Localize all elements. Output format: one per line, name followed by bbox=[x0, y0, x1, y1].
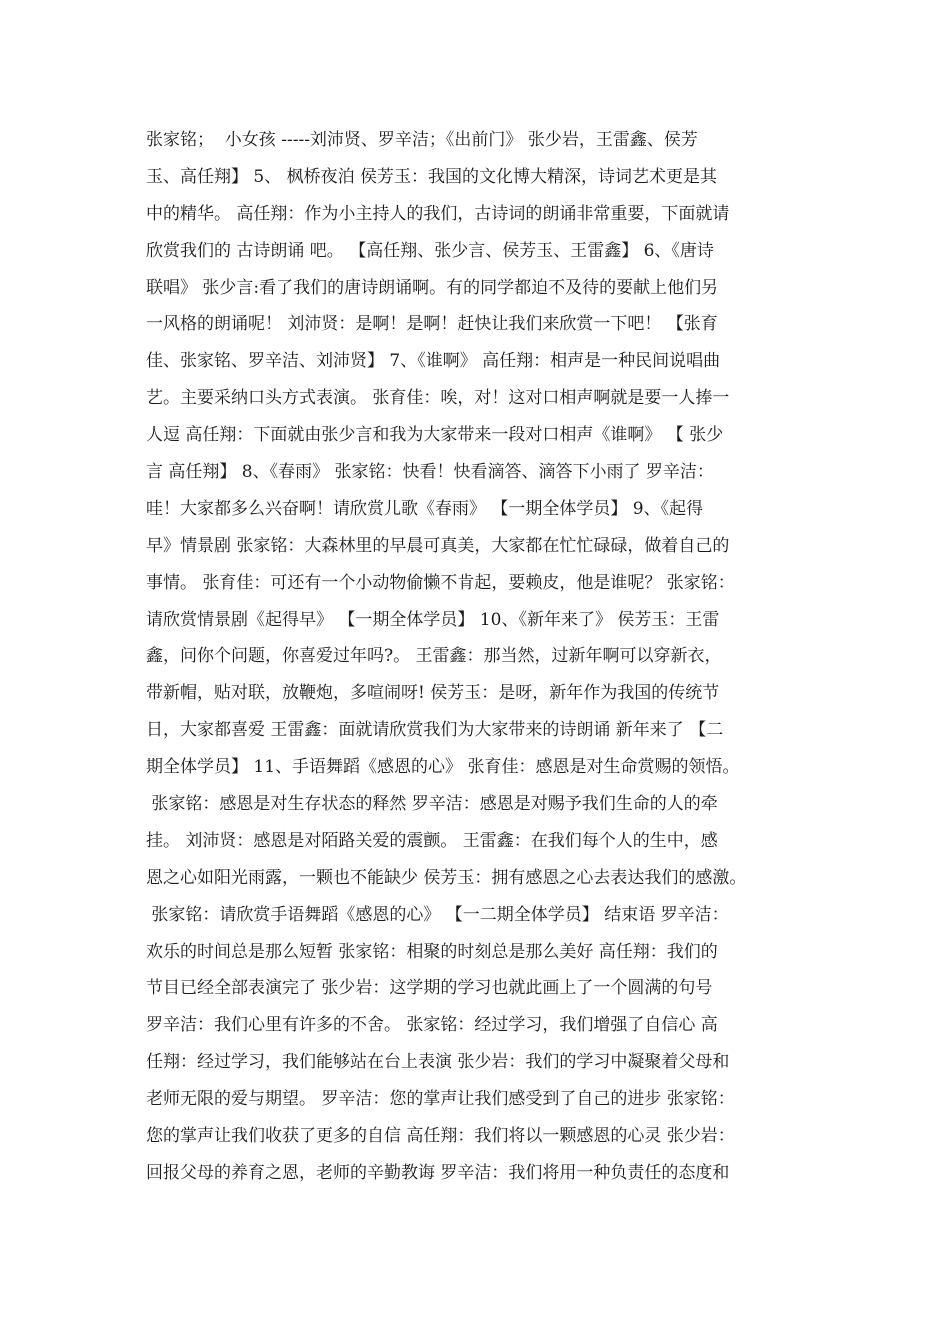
text-line-7: 佳、张家铭、罗辛洁、刘沛贤】 7、《谁啊》 高任翔：相声是一种民间说唱曲 bbox=[146, 351, 721, 372]
text-line-25: 罗辛洁：我们心里有许多的不舍。 张家铭：经过学习，我们增强了自信心 高 bbox=[146, 1015, 718, 1036]
text-line-27: 老师无限的爱与期望。 罗辛洁：您的掌声让我们感受到了自己的进步 张家铭： bbox=[146, 1089, 735, 1110]
text-line-5: 联唱》 张少言:看了我们的唐诗朗诵啊。有的同学都迫不及待的要献上他们另 bbox=[146, 277, 719, 298]
text-line-10: 言 高任翔】 8、《春雨》 张家铭：快看！快看滴答、滴答下小雨了 罗辛洁： bbox=[146, 462, 714, 483]
text-line-4: 欣赏我们的 古诗朗诵 吧。 【高任翔、张少言、侯芳玉、王雷鑫】 6、《唐诗 bbox=[146, 240, 714, 261]
text-line-17: 日，大家都喜爱 王雷鑫：面就请欣赏我们为大家带来的诗朗诵 新年来了 【二 bbox=[146, 720, 724, 741]
text-line-16: 带新帽，贴对联，放鞭炮，多喧闹呀! 侯芳玉：是呀，新年作为我国的传统节 bbox=[146, 683, 720, 704]
text-line-11: 哇！大家都多么兴奋啊！请欣赏儿歌《春雨》 【一期全体学员】 9、《起得 bbox=[146, 498, 704, 519]
text-line-8: 艺。主要采纳口头方式表演。 张育佳：唉，对！这对口相声啊就是要一人捧一 bbox=[146, 388, 730, 409]
text-line-15: 鑫，问你个问题，你喜爱过年吗?。 王雷鑫：那当然，过新年啊可以穿新衣， bbox=[146, 646, 722, 667]
text-line-13: 事情。 张育佳：可还有一个小动物偷懒不肯起，要赖皮，他是谁呢？ 张家铭： bbox=[146, 572, 735, 593]
text-line-26: 任翔：经过学习，我们能够站在台上表演 张少岩：我们的学习中凝聚着父母和 bbox=[146, 1052, 730, 1073]
text-line-21: 恩之心如阳光雨露，一颗也不能缺少 侯芳玉：拥有感恩之心去表达我们的感激。 bbox=[146, 867, 747, 888]
text-line-23: 欢乐的时间总是那么短暂 张家铭：相聚的时刻总是那么美好 高任翔：我们的 bbox=[146, 941, 718, 962]
text-line-24: 节目已经全部表演完了 张少岩：这学期的学习也就此画上了一个圆满的句号 bbox=[146, 978, 713, 999]
text-line-9: 人逗 高任翔：下面就由张少言和我为大家带来一段对口相声《谁啊》 【 张少 bbox=[146, 425, 724, 446]
text-line-28: 您的掌声让我们收获了更多的自信 高任翔：我们将以一颗感恩的心灵 张少岩： bbox=[146, 1126, 735, 1147]
text-line-2: 玉、高任翔】 5、 枫桥夜泊 侯芳玉：我国的文化博大精深，诗词艺术更是其 bbox=[146, 166, 718, 187]
text-line-18: 期全体学员】 11、手语舞蹈《感恩的心》 张育佳：感恩是对生命赏赐的领悟。 bbox=[146, 757, 740, 778]
text-line-19: 张家铭：感恩是对生存状态的释然 罗辛洁：感恩是对赐予我们生命的人的牵 bbox=[146, 794, 718, 815]
text-line-14: 请欣赏情景剧《起得早》 【一期全体学员】 10、《新年来了》 侯芳玉：王雷 bbox=[146, 609, 720, 630]
text-line-3: 中的精华。 高任翔：作为小主持人的我们，古诗词的朗诵非常重要，下面就请 bbox=[146, 203, 730, 224]
text-line-22: 张家铭：请欣赏手语舞蹈《感恩的心》 【一二期全体学员】 结束语 罗辛洁： bbox=[146, 904, 729, 925]
text-line-1: 张家铭； 小女孩 -----刘沛贤、罗辛洁；《出前门》 张少岩，王雷鑫、侯芳 bbox=[146, 130, 698, 150]
text-line-29: 回报父母的养育之恩，老师的辛勤教诲 罗辛洁：我们将用一种负责任的态度和 bbox=[146, 1162, 730, 1183]
text-line-12: 早》情景剧 张家铭：大森林里的早晨可真美，大家都在忙忙碌碌，做着自己的 bbox=[146, 535, 730, 556]
document-body bbox=[146, 122, 826, 1192]
text-line-6: 一风格的朗诵呢！ 刘沛贤：是啊！是啊！赶快让我们来欣赏一下吧！ 【张育 bbox=[146, 314, 718, 335]
text-line-20: 挂。 刘沛贤：感恩是对陌路关爱的震颤。 王雷鑫：在我们每个人的生中，感 bbox=[146, 830, 718, 851]
